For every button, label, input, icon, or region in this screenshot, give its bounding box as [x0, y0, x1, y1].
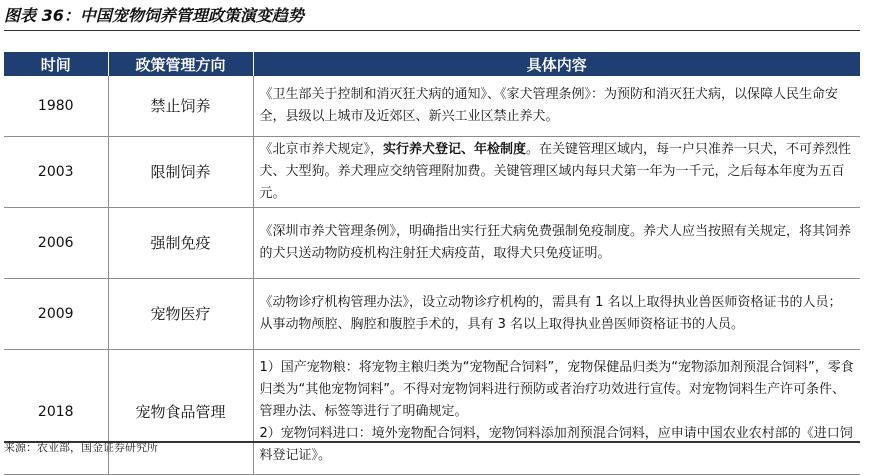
content-paragraph: 1）国产宠物粮：将宠物主粮归类为“宠物配合饲料”，宠物保健品归类为“宠物添加剂预混合饲料”，零食归类为“其他宠物饲料”。不得对宠物饲料进行预防或者治疗功效进行宣传。对宠物饲料生产许可条件、管理办法、标签等进行了明确规定。: [259, 360, 854, 419]
content-emphasis: 实行养犬登记、年检制度: [383, 142, 527, 157]
policy-table: [4, 52, 860, 475]
year-cell: 2006: [4, 208, 108, 279]
table-row: [4, 208, 860, 279]
direction-cell: 强制免疫: [108, 208, 253, 279]
content-cell: 《卫生部关于控制和消灭狂犬病的通知》、《家犬管理条例》：为预防和消灭狂犬病，以保障人民生命安全，县级以上城市及近郊区、新兴工业区禁止养犬。: [253, 76, 860, 137]
direction-cell: 禁止饲养: [108, 76, 253, 137]
content-text: 《北京市养犬规定》，: [259, 142, 384, 157]
source-note: 来源：农业部，国金证券研究所: [4, 441, 158, 454]
year-cell: 2003: [4, 137, 108, 208]
year-cell: 1980: [4, 76, 108, 137]
direction-cell: 限制饲养: [108, 137, 253, 208]
header-time: 时间: [4, 52, 108, 76]
table-header-row: [4, 52, 860, 76]
table-row: [4, 76, 860, 137]
header-direction: 政策管理方向: [108, 52, 253, 76]
header-content: 具体内容: [253, 52, 860, 76]
table-row: [4, 279, 860, 350]
direction-cell: 宠物食品管理: [108, 350, 253, 475]
table-row: [4, 137, 860, 208]
content-cell: [253, 137, 860, 208]
figure-title: 图表 36：中国宠物饲养管理政策演变趋势: [4, 6, 304, 25]
content-cell: 《深圳市养犬管理条例》，明确指出实行狂犬病免费强制免疫制度。养犬人应当按照有关规定，将其饲养的犬只送动物防疫机构注射狂犬病疫苗，取得犬只免疫证明。: [253, 208, 860, 279]
content-cell: 《动物诊疗机构管理办法》，设立动物诊疗机构的，需具有 1 名以上取得执业兽医师资格证书的人员；从事动物颅腔、胸腔和腹腔手术的，具有 3 名以上取得执业兽医师资格证书的人员。: [253, 279, 860, 350]
content-text: 。在关键管理区域内，每一户只准养一只犬，不可养烈性犬、大型狗。养犬理应交纳管理附加费。关键管理区域内每只犬第一年为一千元，之后每本年度为五百元。: [259, 142, 852, 201]
year-cell: 2009: [4, 279, 108, 350]
content-cell: [253, 350, 860, 475]
title-divider: [4, 30, 860, 31]
table-row: [4, 350, 860, 475]
content-paragraph: 2）宠物饲料进口：境外宠物配合饲料，宠物饲料添加剂预混合饲料，应申请中国农业农村部的《进口饲料登记证》。: [259, 426, 853, 463]
year-cell: 2018: [4, 350, 108, 475]
direction-cell: 宠物医疗: [108, 279, 253, 350]
